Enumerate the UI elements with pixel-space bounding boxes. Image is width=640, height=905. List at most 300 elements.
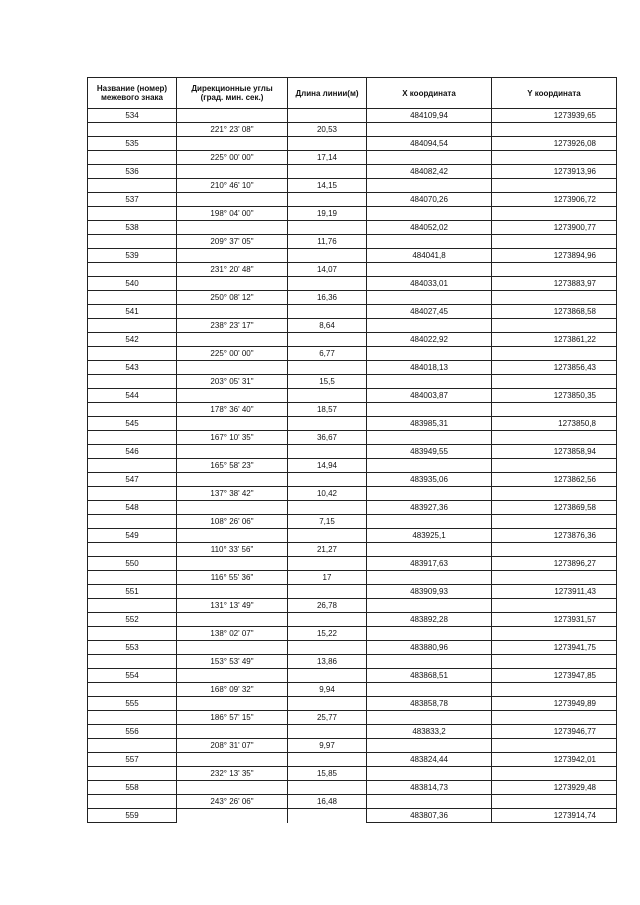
line-length: 20,53 — [288, 123, 367, 137]
table-row — [88, 529, 617, 543]
empty-cell — [288, 165, 367, 179]
table-row — [88, 389, 617, 403]
empty-cell — [367, 207, 492, 221]
empty-cell — [367, 711, 492, 725]
line-length: 6,77 — [288, 347, 367, 361]
empty-cell — [492, 151, 617, 165]
empty-cell — [492, 515, 617, 529]
x-coordinate: 484094,54 — [367, 137, 492, 151]
empty-cell — [367, 683, 492, 697]
table-row — [88, 417, 617, 431]
table-row — [88, 193, 617, 207]
point-number: 534 — [88, 109, 177, 123]
empty-cell — [367, 235, 492, 249]
empty-cell — [492, 655, 617, 669]
empty-cell — [367, 543, 492, 557]
empty-cell — [367, 151, 492, 165]
direction-angle: 116° 55' 36" — [177, 571, 288, 585]
point-number: 538 — [88, 221, 177, 235]
table-row — [88, 809, 617, 823]
table-row — [88, 473, 617, 487]
empty-cell — [492, 319, 617, 333]
empty-cell — [177, 501, 288, 515]
empty-cell — [88, 711, 177, 725]
empty-cell — [492, 739, 617, 753]
empty-cell — [288, 417, 367, 431]
x-coordinate: 484018,13 — [367, 361, 492, 375]
empty-cell — [177, 557, 288, 571]
point-number: 555 — [88, 697, 177, 711]
x-coordinate: 483892,28 — [367, 613, 492, 627]
header-y: Y координата — [492, 78, 617, 109]
x-coordinate: 484109,94 — [367, 109, 492, 123]
direction-angle: 208° 31' 07" — [177, 739, 288, 753]
y-coordinate: 1273913,96 — [492, 165, 617, 179]
empty-cell — [288, 753, 367, 767]
x-coordinate: 483814,73 — [367, 781, 492, 795]
empty-cell — [492, 431, 617, 445]
x-coordinate: 483858,78 — [367, 697, 492, 711]
y-coordinate: 1273850,8 — [492, 417, 617, 431]
line-length: 15,85 — [288, 767, 367, 781]
header-x: X координата — [367, 78, 492, 109]
table-row — [88, 263, 617, 277]
empty-cell — [177, 641, 288, 655]
y-coordinate: 1273900,77 — [492, 221, 617, 235]
direction-angle: 238° 23' 17" — [177, 319, 288, 333]
table-row — [88, 655, 617, 669]
empty-cell — [288, 781, 367, 795]
direction-angle: 186° 57' 15" — [177, 711, 288, 725]
empty-cell — [288, 333, 367, 347]
empty-cell — [288, 585, 367, 599]
line-length: 15,5 — [288, 375, 367, 389]
y-coordinate: 1273896,27 — [492, 557, 617, 571]
y-coordinate: 1273850,35 — [492, 389, 617, 403]
table-row — [88, 249, 617, 263]
direction-angle: 168° 09' 32" — [177, 683, 288, 697]
empty-cell — [88, 683, 177, 697]
empty-cell — [367, 263, 492, 277]
table-row — [88, 781, 617, 795]
point-number: 542 — [88, 333, 177, 347]
x-coordinate: 483985,31 — [367, 417, 492, 431]
point-number: 540 — [88, 277, 177, 291]
direction-angle: 209° 37' 05" — [177, 235, 288, 249]
empty-cell — [492, 347, 617, 361]
table-row — [88, 669, 617, 683]
empty-cell — [367, 487, 492, 501]
empty-cell — [88, 767, 177, 781]
point-number: 536 — [88, 165, 177, 179]
table-row — [88, 711, 617, 725]
empty-cell — [177, 613, 288, 627]
table-row — [88, 487, 617, 501]
direction-angle: 137° 38' 42" — [177, 487, 288, 501]
point-number: 541 — [88, 305, 177, 319]
point-number: 557 — [88, 753, 177, 767]
x-coordinate: 483935,06 — [367, 473, 492, 487]
table-row — [88, 403, 617, 417]
empty-cell — [288, 361, 367, 375]
direction-angle: 210° 46' 10" — [177, 179, 288, 193]
table-row — [88, 585, 617, 599]
point-number: 544 — [88, 389, 177, 403]
direction-angle: 178° 36' 40" — [177, 403, 288, 417]
empty-cell — [288, 669, 367, 683]
y-coordinate: 1273856,43 — [492, 361, 617, 375]
table-row — [88, 277, 617, 291]
y-coordinate: 1273931,57 — [492, 613, 617, 627]
empty-cell — [177, 473, 288, 487]
empty-cell — [177, 389, 288, 403]
empty-cell — [288, 305, 367, 319]
table-row — [88, 725, 617, 739]
direction-angle: 231° 20' 48" — [177, 263, 288, 277]
empty-cell — [88, 459, 177, 473]
line-length: 15,22 — [288, 627, 367, 641]
table-row — [88, 697, 617, 711]
line-length: 21,27 — [288, 543, 367, 557]
empty-cell — [367, 571, 492, 585]
y-coordinate: 1273942,01 — [492, 753, 617, 767]
y-coordinate: 1273914,74 — [492, 809, 617, 823]
point-number: 546 — [88, 445, 177, 459]
y-coordinate: 1273947,85 — [492, 669, 617, 683]
table-row — [88, 151, 617, 165]
y-coordinate: 1273911,43 — [492, 585, 617, 599]
empty-cell — [88, 207, 177, 221]
point-number: 535 — [88, 137, 177, 151]
table-row — [88, 739, 617, 753]
point-number: 554 — [88, 669, 177, 683]
table-row — [88, 571, 617, 585]
line-length: 13,86 — [288, 655, 367, 669]
point-number: 556 — [88, 725, 177, 739]
x-coordinate: 483880,96 — [367, 641, 492, 655]
header-angles: Дирекционные углы (град. мин. сек.) — [177, 78, 288, 109]
direction-angle: 167° 10' 35" — [177, 431, 288, 445]
empty-cell — [88, 291, 177, 305]
empty-cell — [288, 557, 367, 571]
empty-cell — [492, 291, 617, 305]
table-row — [88, 179, 617, 193]
point-number: 537 — [88, 193, 177, 207]
line-length: 9,97 — [288, 739, 367, 753]
table-row — [88, 137, 617, 151]
empty-cell — [177, 445, 288, 459]
empty-cell — [177, 725, 288, 739]
empty-cell — [177, 137, 288, 151]
table-row — [88, 305, 617, 319]
empty-cell — [492, 207, 617, 221]
empty-cell — [492, 403, 617, 417]
empty-cell — [492, 459, 617, 473]
empty-cell — [177, 669, 288, 683]
x-coordinate: 484041,8 — [367, 249, 492, 263]
direction-angle: 243° 26' 06" — [177, 795, 288, 809]
empty-cell — [177, 585, 288, 599]
empty-cell — [492, 683, 617, 697]
empty-cell — [88, 431, 177, 445]
empty-cell — [367, 599, 492, 613]
coordinates-table — [87, 77, 617, 823]
empty-cell — [492, 599, 617, 613]
x-coordinate: 483927,36 — [367, 501, 492, 515]
empty-cell — [177, 753, 288, 767]
point-number: 549 — [88, 529, 177, 543]
direction-angle: 153° 53' 49" — [177, 655, 288, 669]
table-row — [88, 347, 617, 361]
table-row — [88, 109, 617, 123]
empty-cell — [88, 151, 177, 165]
y-coordinate: 1273941,75 — [492, 641, 617, 655]
table-row — [88, 543, 617, 557]
table-row — [88, 641, 617, 655]
point-number: 558 — [88, 781, 177, 795]
table-body — [88, 109, 617, 823]
table-row — [88, 501, 617, 515]
table-row — [88, 459, 617, 473]
empty-cell — [177, 529, 288, 543]
direction-angle: 221° 23' 08" — [177, 123, 288, 137]
empty-cell — [367, 375, 492, 389]
table-row — [88, 291, 617, 305]
y-coordinate: 1273862,56 — [492, 473, 617, 487]
y-coordinate: 1273894,96 — [492, 249, 617, 263]
empty-cell — [492, 627, 617, 641]
empty-cell — [367, 123, 492, 137]
direction-angle: 250° 08' 12" — [177, 291, 288, 305]
x-coordinate: 483807,36 — [367, 809, 492, 823]
point-number: 548 — [88, 501, 177, 515]
table-row — [88, 333, 617, 347]
empty-cell — [492, 375, 617, 389]
x-coordinate: 484003,87 — [367, 389, 492, 403]
empty-cell — [288, 697, 367, 711]
y-coordinate: 1273939,65 — [492, 109, 617, 123]
empty-cell — [367, 767, 492, 781]
empty-cell — [177, 697, 288, 711]
line-length: 17 — [288, 571, 367, 585]
empty-cell — [177, 305, 288, 319]
empty-cell — [288, 529, 367, 543]
empty-cell — [88, 179, 177, 193]
x-coordinate: 484027,45 — [367, 305, 492, 319]
empty-cell — [492, 263, 617, 277]
empty-cell — [288, 473, 367, 487]
empty-cell — [367, 291, 492, 305]
empty-cell — [88, 543, 177, 557]
x-coordinate: 484052,02 — [367, 221, 492, 235]
x-coordinate: 484082,42 — [367, 165, 492, 179]
empty-cell — [88, 795, 177, 809]
y-coordinate: 1273906,72 — [492, 193, 617, 207]
table-row — [88, 235, 617, 249]
y-coordinate: 1273926,08 — [492, 137, 617, 151]
line-length: 14,94 — [288, 459, 367, 473]
line-length: 8,64 — [288, 319, 367, 333]
point-number: 553 — [88, 641, 177, 655]
y-coordinate: 1273946,77 — [492, 725, 617, 739]
empty-cell — [492, 179, 617, 193]
empty-cell — [88, 599, 177, 613]
empty-cell — [367, 739, 492, 753]
x-coordinate: 483833,2 — [367, 725, 492, 739]
direction-angle: 232° 13' 35" — [177, 767, 288, 781]
empty-cell — [88, 487, 177, 501]
empty-cell — [367, 347, 492, 361]
direction-angle: 138° 02' 07" — [177, 627, 288, 641]
empty-cell — [288, 109, 367, 123]
empty-cell — [177, 417, 288, 431]
empty-cell — [288, 809, 367, 823]
empty-cell — [367, 655, 492, 669]
empty-cell — [492, 795, 617, 809]
empty-cell — [88, 627, 177, 641]
x-coordinate: 484070,26 — [367, 193, 492, 207]
x-coordinate: 484033,01 — [367, 277, 492, 291]
empty-cell — [367, 179, 492, 193]
direction-angle: 198° 04' 00" — [177, 207, 288, 221]
empty-cell — [492, 123, 617, 137]
y-coordinate: 1273949,89 — [492, 697, 617, 711]
table-row — [88, 361, 617, 375]
table-row — [88, 165, 617, 179]
y-coordinate: 1273876,36 — [492, 529, 617, 543]
line-length: 7,15 — [288, 515, 367, 529]
x-coordinate: 483909,93 — [367, 585, 492, 599]
empty-cell — [492, 767, 617, 781]
table-row — [88, 795, 617, 809]
table-row — [88, 319, 617, 333]
table-row — [88, 207, 617, 221]
line-length: 16,36 — [288, 291, 367, 305]
line-length: 14,15 — [288, 179, 367, 193]
empty-cell — [367, 515, 492, 529]
empty-cell — [88, 739, 177, 753]
line-length: 18,57 — [288, 403, 367, 417]
line-length: 16,48 — [288, 795, 367, 809]
x-coordinate: 484022,92 — [367, 333, 492, 347]
line-length: 25,77 — [288, 711, 367, 725]
empty-cell — [177, 221, 288, 235]
point-number: 539 — [88, 249, 177, 263]
table-row — [88, 221, 617, 235]
line-length: 36,67 — [288, 431, 367, 445]
empty-cell — [88, 515, 177, 529]
direction-angle: 108° 26' 06" — [177, 515, 288, 529]
y-coordinate: 1273858,94 — [492, 445, 617, 459]
empty-cell — [492, 487, 617, 501]
empty-cell — [288, 445, 367, 459]
direction-angle: 225° 00' 00" — [177, 347, 288, 361]
empty-cell — [288, 389, 367, 403]
empty-cell — [177, 109, 288, 123]
point-number: 552 — [88, 613, 177, 627]
y-coordinate: 1273929,48 — [492, 781, 617, 795]
point-number: 551 — [88, 585, 177, 599]
table-row — [88, 375, 617, 389]
empty-cell — [492, 235, 617, 249]
direction-angle: 131° 13' 49" — [177, 599, 288, 613]
empty-cell — [288, 501, 367, 515]
empty-cell — [88, 263, 177, 277]
table-row — [88, 613, 617, 627]
direction-angle: 165° 58' 23" — [177, 459, 288, 473]
y-coordinate: 1273868,58 — [492, 305, 617, 319]
empty-cell — [288, 193, 367, 207]
empty-cell — [177, 249, 288, 263]
point-number: 547 — [88, 473, 177, 487]
empty-cell — [367, 431, 492, 445]
empty-cell — [367, 403, 492, 417]
table-row — [88, 445, 617, 459]
empty-cell — [288, 137, 367, 151]
direction-angle: 203° 05' 31" — [177, 375, 288, 389]
table-row — [88, 683, 617, 697]
header-row — [88, 78, 617, 109]
x-coordinate: 483925,1 — [367, 529, 492, 543]
empty-cell — [367, 459, 492, 473]
direction-angle: 110° 33' 56" — [177, 543, 288, 557]
y-coordinate: 1273861,22 — [492, 333, 617, 347]
empty-cell — [177, 781, 288, 795]
empty-cell — [177, 277, 288, 291]
table-row — [88, 515, 617, 529]
line-length: 14,07 — [288, 263, 367, 277]
x-coordinate: 483868,51 — [367, 669, 492, 683]
line-length: 19,19 — [288, 207, 367, 221]
empty-cell — [367, 319, 492, 333]
table-row — [88, 123, 617, 137]
empty-cell — [177, 809, 288, 823]
empty-cell — [88, 655, 177, 669]
empty-cell — [177, 361, 288, 375]
empty-cell — [88, 319, 177, 333]
empty-cell — [88, 403, 177, 417]
table-row — [88, 557, 617, 571]
table-row — [88, 767, 617, 781]
y-coordinate: 1273883,97 — [492, 277, 617, 291]
header-length: Длина линии(м) — [288, 78, 367, 109]
empty-cell — [492, 571, 617, 585]
x-coordinate: 483917,63 — [367, 557, 492, 571]
table-row — [88, 599, 617, 613]
empty-cell — [288, 221, 367, 235]
table-row — [88, 431, 617, 445]
line-length: 17,14 — [288, 151, 367, 165]
empty-cell — [288, 613, 367, 627]
empty-cell — [177, 165, 288, 179]
header-name: Название (номер) межевого знака — [88, 78, 177, 109]
empty-cell — [288, 725, 367, 739]
empty-cell — [288, 249, 367, 263]
table-row — [88, 627, 617, 641]
line-length: 26,78 — [288, 599, 367, 613]
x-coordinate: 483949,55 — [367, 445, 492, 459]
y-coordinate: 1273869,58 — [492, 501, 617, 515]
point-number: 550 — [88, 557, 177, 571]
empty-cell — [288, 277, 367, 291]
empty-cell — [88, 375, 177, 389]
table-row — [88, 753, 617, 767]
empty-cell — [367, 795, 492, 809]
x-coordinate: 483824,44 — [367, 753, 492, 767]
line-length: 9,94 — [288, 683, 367, 697]
point-number: 543 — [88, 361, 177, 375]
empty-cell — [367, 627, 492, 641]
